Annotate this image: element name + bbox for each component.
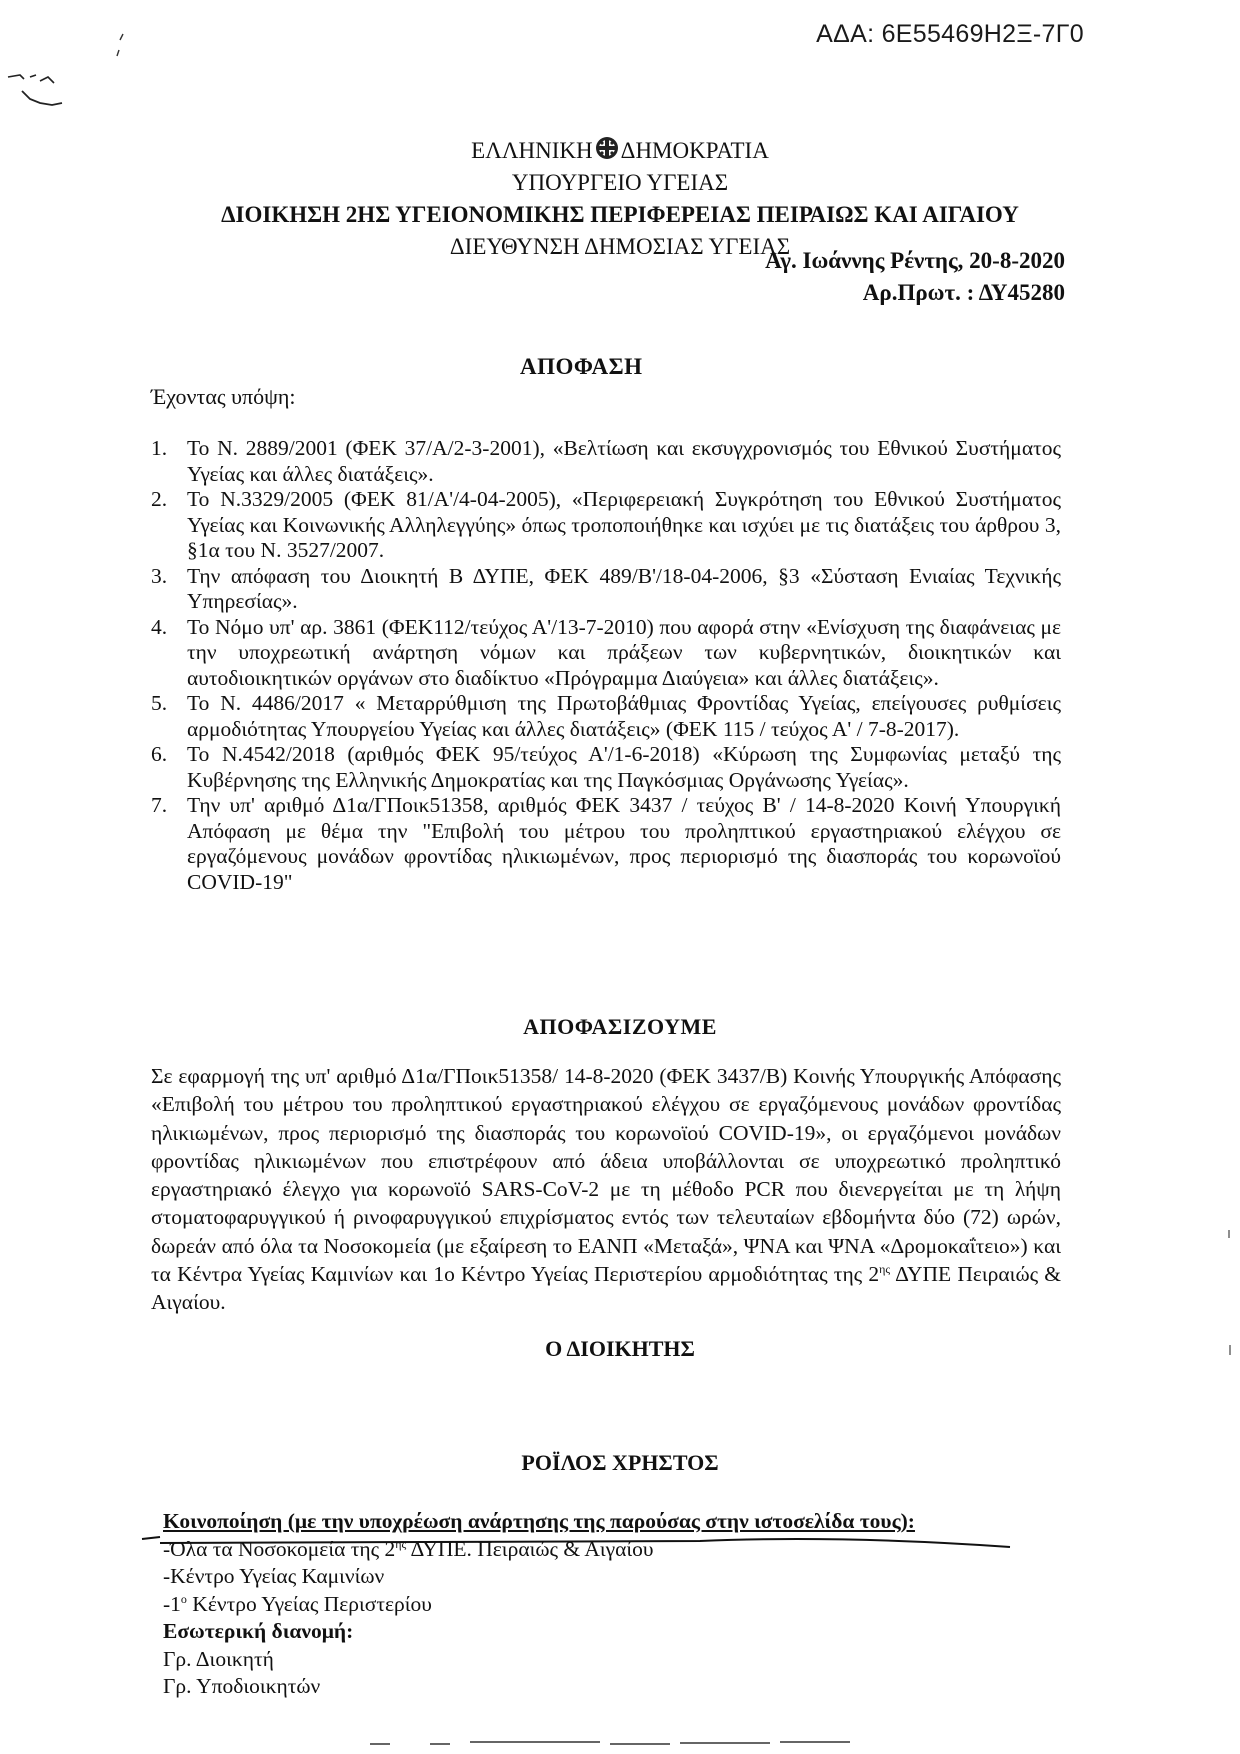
item-text: Το Ν. 2889/2001 (ΦΕΚ 37/Α/2-3-2001), «Βελτίωση και εκσυγχρονισμός του Εθνικού Συστήματος Υγείας και άλλες διατάξεις». xyxy=(187,436,1061,486)
item-text: Το Ν.4542/2018 (αριθμός ΦΕΚ 95/τεύχος Α'/1-6-2018) «Κύρωση της Συμφωνίας μεταξύ της Κυβέρνησης της Ελληνικής Δημοκρατίας και της Παγκόσμιας Οργάνωσης Υγείας». xyxy=(187,742,1061,792)
item-text: Το Νόμο υπ' αρ. 3861 (ΦΕΚ112/τεύχος Α'/13-7-2010) που αφορά στην «Ενίσχυση της διαφάνειας με την υποχρεωτική ανάρτηση νόμων και πράξεων των κυβερνητικών, διοικητικών και αυτοδιοικητικών οργάνων στο διαδίκτυο «Πρόγραμμα Διαύγεια» και άλλες διατάξεις». xyxy=(187,614,1061,690)
notification-heading: Κοινοποίηση (με την υποχρέωση ανάρτησης της παρούσας στην ιστοσελίδα τους): xyxy=(163,1509,915,1533)
having-regard-label: Έχοντας υπόψη: xyxy=(151,384,296,409)
coat-of-arms-icon xyxy=(594,135,620,161)
recipient-text: -1 xyxy=(163,1591,181,1616)
recipient-sup: ης xyxy=(395,1536,407,1551)
item-text: Το Ν. 4486/2017 « Μεταρρύθμιση της Πρωτοβάθμιας Φροντίδας Υγείας, επείγουσες ρυθμίσεις αρμοδιότητας Υπουργείου Υγείας και άλλες διατάξεις» (ΦΕΚ 115 / τεύχος Α' / 7-8-2017). xyxy=(187,691,1061,741)
list-item xyxy=(151,793,1061,895)
internal-recipient: Γρ. Διοικητή xyxy=(163,1646,274,1671)
date-block xyxy=(765,245,1065,309)
item-number: 3. xyxy=(151,563,168,588)
item-text: Την απόφαση του Διοικητή Β ΔΥΠΕ, ΦΕΚ 489/Β'/18-04-2006, §3 «Σύσταση Ενιαίας Τεχνικής Υπηρεσίας». xyxy=(187,563,1061,613)
list-item xyxy=(151,691,1061,742)
decision-text: Σε εφαρμογή της υπ' αριθμό Δ1α/ΓΠοικ51358/ 14-8-2020 (ΦΕΚ 3437/Β) Κοινής Υπουργικής Απόφασης «Επιβολή του μέτρου του προληπτικού εργαστηριακού ελέγχου σε εργαζόμενους μονάδων φροντίδας ηλικιωμένων, προς περιορισμό της διασποράς του κορωνοϊού COVID-19», οι εργαζόμενοι μονάδων φροντίδας ηλικιωμένων που επιστρέφουν από άδεια υποβάλλονται σε υποχρεωτικό προληπτικό εργαστηριακό έλεγχο για κορωνοϊό SARS-CoV-2 με τη μέθοδο PCR που διενεργείται με τη λήψη στοματοφαρυγγικού ή ρινοφαρυγγικού επιχρίσματος εντός των τελευταίων εβδομήντα δύο (72) ωρών, δωρεάν από όλα τα Νοσοκομεία (με εξαίρεση το ΕΑΝΠ «Μεταξά», ΨΝΑ και ΨΝΑ «Δρομοκαΐτειο») και τα Κέντρα Υγείας Καμινίων και 1ο Κέντρο Υγείας Περιστερίου αρμοδιότητας της 2 xyxy=(151,1064,1061,1287)
recipient-text-end: Κέντρο Υγείας Περιστερίου xyxy=(186,1591,432,1616)
item-number: 2. xyxy=(151,487,168,511)
directorate-line: ΔΙΕΥΘΥΝΣΗ ΔΗΜΟΣΙΑΣ ΥΓΕΙΑΣ xyxy=(449,234,791,259)
administration-line: ΔΙΟΙΚΗΣΗ 2ΗΣ ΥΓΕΙΟΝΟΜΙΚΗΣ ΠΕΡΙΦΕΡΕΙΑΣ ΠΕΙΡΑΙΩΣ ΚΑΙ ΑΙΓΑΙΟΥ xyxy=(221,202,1019,227)
considerations-list xyxy=(151,436,1061,895)
ministry-line: ΥΠΟΥΡΓΕΙΟ ΥΓΕΙΑΣ xyxy=(511,170,729,195)
list-item xyxy=(151,436,1061,487)
protocol-number: Αρ.Πρωτ. : ΔΥ45280 xyxy=(862,280,1065,305)
director-title: Ο ΔΙΟΙΚΗΤΗΣ xyxy=(545,1336,695,1361)
scan-scribble xyxy=(0,55,80,125)
decision-title: ΑΠΟΦΑΣΗ xyxy=(520,354,643,379)
list-item xyxy=(151,487,1061,564)
recipient-sup: ο xyxy=(180,1591,187,1606)
scan-artifact xyxy=(370,1738,890,1750)
letterhead xyxy=(0,135,1240,263)
item-number: 5. xyxy=(151,691,168,715)
republic-left: ΕΛΛΗΝΙΚΗ xyxy=(471,138,593,163)
decision-text-end: ΔΥΠΕ Πειραιώς & Αιγαίου. xyxy=(151,1262,1061,1315)
scan-speck xyxy=(1225,1230,1235,1360)
item-number: 7. xyxy=(151,793,168,817)
recipient-text: -Όλα τα Νοσοκομεία της 2 xyxy=(163,1536,396,1561)
item-number: 6. xyxy=(151,742,168,766)
republic-right: ΔΗΜΟΚΡΑΤΙΑ xyxy=(620,138,769,163)
director-name: ΡΟΪΛΟΣ ΧΡΗΣΤΟΣ xyxy=(521,1450,719,1475)
republic-line xyxy=(0,135,1240,167)
notification-recipient xyxy=(163,1591,915,1619)
list-item xyxy=(151,742,1061,793)
item-number: 4. xyxy=(151,614,168,639)
recipient-text-end: ΔΥΠΕ. Πειραιώς & Αιγαίου xyxy=(406,1536,654,1561)
list-item xyxy=(151,564,1061,615)
decision-text-sup: ης xyxy=(879,1261,891,1276)
notification-recipient: -Κέντρο Υγείας Καμινίων xyxy=(163,1564,385,1588)
decision-paragraph xyxy=(151,1062,1061,1317)
list-item xyxy=(151,615,1061,692)
item-number: 1. xyxy=(151,436,168,460)
we-decide-heading: ΑΠΟΦΑΣΙΖΟΥΜΕ xyxy=(523,1014,717,1039)
internal-distribution-heading: Εσωτερική διανομή: xyxy=(163,1619,354,1643)
place-date: Αγ. Ιωάννης Ρέντης, 20-8-2020 xyxy=(765,248,1065,273)
scan-speck xyxy=(115,30,135,60)
item-text: Την υπ' αριθμό Δ1α/ΓΠοικ51358, αριθμός ΦΕΚ 3437 / τεύχος Β' / 14-8-2020 Κοινή Υπουργική Απόφαση με θέμα την "Επιβολή του μέτρου του προληπτικού εργαστηριακού ελέγχου σε εργαζόμενους μονάδων φροντίδας ηλικιωμένων, προς περιορισμό της διασποράς του κορωνοϊού COVID-19" xyxy=(187,793,1061,894)
ada-code: ΑΔΑ: 6Ε55469Η2Ξ-7Γ0 xyxy=(816,20,1084,48)
pen-stroke xyxy=(140,1533,1020,1563)
item-text: Το Ν.3329/2005 (ΦΕΚ 81/Α'/4-04-2005), «Περιφερειακή Συγκρότηση του Εθνικού Συστήματος Υγείας και Κοινωνικής Αλληλεγγύης» όπως τροποποιήθηκε και ισχύει με τις διατάξεις του άρθρου 3, §1α του Ν. 3527/2007. xyxy=(187,487,1061,562)
internal-recipient: Γρ. Υποδιοικητών xyxy=(163,1674,321,1698)
